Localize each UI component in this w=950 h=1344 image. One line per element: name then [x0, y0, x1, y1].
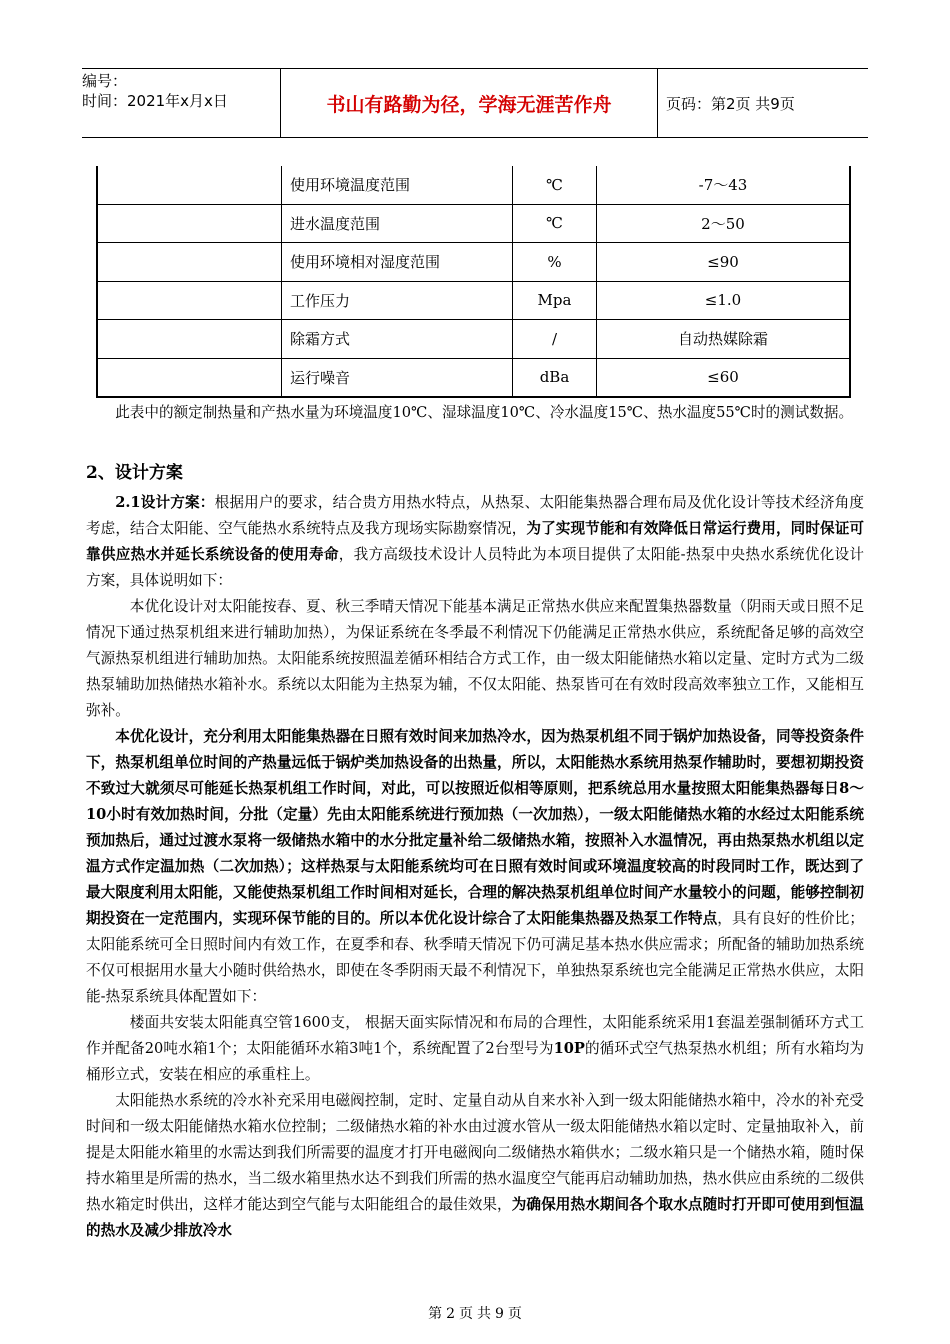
footer-total-pages: 9 [495, 1306, 504, 1322]
spec-name: 除霜方式 [282, 320, 513, 359]
body-text [86, 490, 864, 1244]
paragraph-installation: 楼面共安装太阳能真空管1600支， 根据天面实际情况和布局的合理性，太阳能系统采用1套温差强制循环方式工作并配备20吨水箱1个；太阳能循环水箱3吨1个，系统配置了2台型号为10P的循环式空气热泵热水机组；所有水箱均为桶形立式，安装在相应的承重柱上。 [86, 1014, 864, 1083]
page-footer: 第 2 页 共 9 页 [428, 1306, 522, 1322]
header-left-cell [82, 69, 281, 137]
spec-name: 使用环境相对湿度范围 [282, 243, 513, 282]
table-row [97, 320, 850, 359]
footer-page-number: 2 [446, 1306, 455, 1322]
spec-value: ≤60 [597, 358, 851, 397]
spec-name: 进水温度范围 [282, 204, 513, 243]
spec-value: 自动热媒除霜 [597, 320, 851, 359]
table-row [97, 358, 850, 397]
spec-name: 运行噪音 [282, 358, 513, 397]
header-page-info: 页码：第2页 共9页 [666, 94, 795, 113]
table-note: 此表中的额定制热量和产热水量为环境温度10℃、湿球温度10℃、冷水温度15℃、热水温度55℃时的测试数据。 [115, 404, 854, 421]
spec-value: ≤90 [597, 243, 851, 282]
spec-unit: ℃ [513, 166, 597, 204]
spec-value: ≤1.0 [597, 281, 851, 320]
spec-unit: / [513, 320, 597, 359]
spec-value: -7～43 [597, 166, 851, 204]
page-header [82, 68, 868, 138]
paragraph-optimization: 本优化设计，充分利用太阳能集热器在日照有效时间来加热冷水，因为热泵机组不同于锅炉加热设备，同等投资条件下，热泵机组单位时间的产热量远低于锅炉类加热设备的出热量，所以，太阳能热水系统用热泵作辅助时，要想初期投资不致过大就须尽可能延长热泵机组工作时间，对此，可以按照近似相等原则，把系统总用水量按照太阳能集热器每日8～10小时有效加热时间，分批（定量）先由太阳能系统进行预加热（一次加热），一级太阳能储热水箱的水经过太阳能系统预加热后，通过过渡水泵将一级储热水箱中的水分批定量补给二级储热水箱，按照补入水温情况，再由热泵热水机组以定温方式作定温加热（二次加热）；这样热泵与太阳能系统均可在日照有效时间或环境温度较高的时段同时工作，既达到了最大限度利用太阳能，又能使热泵机组工作时间相对延长，合理的解决热泵机组单位时间产水量较小的问题，能够控制初期投资在一定范围内，实现环保节能的目的。所以本优化设计综合了太阳能集热器及热泵工作特点，具有良好的性价比；太阳能系统可全日照时间内有效工作，在夏季和春、秋季晴天情况下仍可满足基本热水供应需求；所配备的辅助加热系统不仅可根据用水量大小随时供给热水，即使在冬季阴雨天最不利情况下，单独热泵系统也完全能满足正常热水供应，太阳能-热泵系统具体配置如下： [86, 728, 864, 1005]
spec-name: 使用环境温度范围 [282, 166, 513, 204]
document-number-label: 编号： [82, 72, 128, 90]
spec-name: 工作压力 [282, 281, 513, 320]
paragraph-water-supply: 太阳能热水系统的冷水补充采用电磁阀控制，定时、定量自动从自来水补入到一级太阳能储热水箱中，冷水的补充受时间和一级太阳能储热水箱水位控制；二级储热水箱的补水由过渡水管从一级太阳能储热水箱以定时、定量抽取补入，前提是太阳能水箱里的水需达到我们所需要的温度才打开电磁阀向二级储热水箱供水；二级水箱只是一个储热水箱，随时保持水箱里是所需的热水，当二级水箱里热水达不到我们所需的热水温度空气能再启动辅助加热，热水供应由系统的二级供热水箱定时供出，这样才能达到空气能与太阳能组合的最佳效果，为确保用热水期间各个取水点随时打开即可使用到恒温的热水及减少排放冷水 [86, 1092, 864, 1239]
spec-unit: % [513, 243, 597, 282]
table-row [97, 166, 850, 204]
spec-unit: dBa [513, 358, 597, 397]
spec-table [96, 166, 851, 398]
document-time-label: 时间：2021年x月x日 [82, 92, 228, 110]
paragraph-config-basis: 本优化设计对太阳能按春、夏、秋三季晴天情况下能基本满足正常热水供应来配置集热器数量（阴雨天或日照不足情况下通过热泵机组来进行辅助加热），为保证系统在冬季最不利情况下仍能满足正常热水供应，系统配备足够的高效空气源热泵机组进行辅助加热。太阳能系统按照温差循环相结合方式工作，由一级太阳能储热水箱以定量、定时方式为二级热泵辅助加热储热水箱补水。系统以太阳能为主热泵为辅，不仅太阳能、热泵皆可在有效时段高效率独立工作，又能相互弥补。 [86, 598, 864, 719]
table-row [97, 243, 850, 282]
design-label: 2.1设计方案： [115, 494, 215, 511]
table-row [97, 204, 850, 243]
section-title: 2、设计方案 [86, 463, 183, 483]
header-motto: 书山有路勤为径，学海无涯苦作舟 [281, 69, 658, 137]
spec-value: 2～50 [597, 204, 851, 243]
spec-unit: ℃ [513, 204, 597, 243]
table-row [97, 281, 850, 320]
spec-unit: Mpa [513, 281, 597, 320]
paragraph-design-intro: 2.1设计方案：根据用户的要求，结合贵方用热水特点，从热泵、太阳能集热器合理布局及优化设计等技术经济角度考虑，结合太阳能、空气能热水系统特点及我方现场实际勘察情况，为了实现节能和有效降低日常运行费用，同时保证可靠供应热水并延长系统设备的使用寿命，我方高级技术设计人员特此为本项目提供了太阳能-热泵中央热水系统优化设计方案，具体说明如下： [86, 494, 865, 589]
